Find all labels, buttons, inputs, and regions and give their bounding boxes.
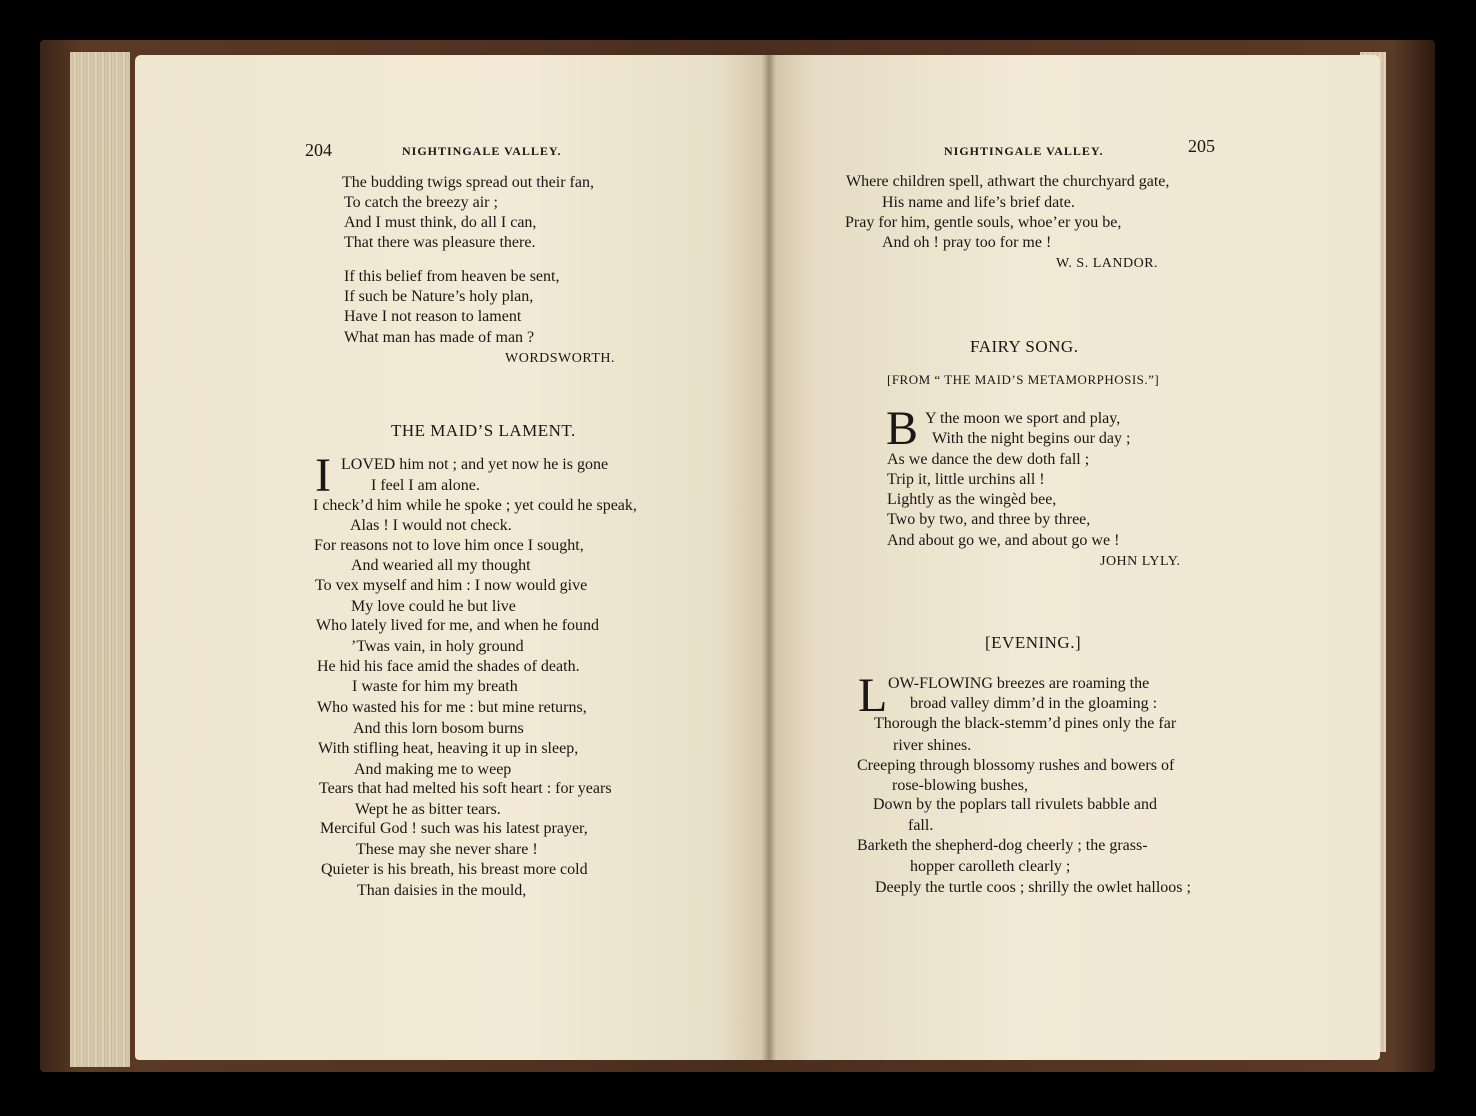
poem-title: FAIRY SONG. bbox=[970, 337, 1079, 356]
poem-line: Pray for him, gentle souls, whoe’er you be, bbox=[845, 214, 1122, 231]
poem-line: If such be Nature’s holy plan, bbox=[344, 288, 534, 305]
poem-line: Than daisies in the mould, bbox=[357, 882, 527, 899]
poem-line: Lightly as the wingèd bee, bbox=[887, 491, 1057, 508]
poem-line: Tears that had melted his soft heart : for years bbox=[319, 780, 612, 797]
poem-line: He hid his face amid the shades of death. bbox=[317, 658, 580, 675]
poem-title: [EVENING.] bbox=[985, 633, 1082, 652]
poem-author: W. S. LANDOR. bbox=[1056, 256, 1159, 271]
poem-line: What man has made of man ? bbox=[344, 329, 535, 346]
poem-line: Alas ! I would not check. bbox=[350, 517, 512, 534]
poem-line: That there was pleasure there. bbox=[344, 234, 536, 251]
poem-line: I waste for him my breath bbox=[352, 678, 518, 695]
poem-line: rose-blowing bushes, bbox=[892, 777, 1028, 794]
poem-line: I feel I am alone. bbox=[371, 477, 480, 494]
poem-line: Where children spell, athwart the churchyard gate, bbox=[846, 173, 1170, 190]
poem-title: THE MAID’S LAMENT. bbox=[391, 421, 576, 440]
poem-line: I check’d him while he spoke ; yet could he speak, bbox=[313, 497, 637, 514]
poem-line: My love could he but live bbox=[351, 598, 516, 615]
poem-line: hopper carolleth clearly ; bbox=[910, 858, 1071, 875]
drop-cap: B bbox=[886, 402, 919, 455]
poem-line: Y the moon we sport and play, bbox=[925, 410, 1121, 427]
poem-line: Deeply the turtle coos ; shrilly the owlet halloos ; bbox=[875, 879, 1191, 896]
right-page bbox=[770, 55, 1380, 1060]
drop-cap: L bbox=[858, 669, 888, 722]
poem-line: fall. bbox=[908, 817, 934, 834]
poem-line: Creeping through blossomy rushes and bowers of bbox=[857, 757, 1175, 774]
left-running-head: NIGHTINGALE VALLEY. bbox=[402, 144, 562, 158]
poem-line: These may she never share ! bbox=[356, 841, 538, 858]
poem-line: Barketh the shepherd-dog cheerly ; the grass- bbox=[857, 837, 1148, 854]
poem-line: Have I not reason to lament bbox=[344, 308, 522, 325]
poem-line: For reasons not to love him once I sought, bbox=[314, 537, 584, 554]
poem-line: Who wasted his for me : but mine returns, bbox=[317, 699, 587, 716]
poem-line: And oh ! pray too for me ! bbox=[882, 234, 1052, 251]
poem-line: And I must think, do all I can, bbox=[344, 214, 537, 231]
drop-cap: I bbox=[315, 449, 331, 502]
poem-line: Two by two, and three by three, bbox=[887, 511, 1091, 528]
poem-line: And wearied all my thought bbox=[351, 557, 531, 574]
poem-line: And this lorn bosom burns bbox=[353, 720, 524, 737]
right-page-number: 205 bbox=[1188, 136, 1215, 156]
poem-line: LOVED him not ; and yet now he is gone bbox=[341, 456, 609, 473]
poem-line: As we dance the dew doth fall ; bbox=[887, 451, 1090, 468]
poem-author: WORDSWORTH. bbox=[505, 351, 616, 366]
poem-line: To vex myself and him : I now would give bbox=[315, 577, 588, 594]
poem-line: With the night begins our day ; bbox=[932, 430, 1131, 447]
book-gutter bbox=[762, 50, 776, 1062]
poem-line: The budding twigs spread out their fan, bbox=[342, 174, 594, 191]
poem-line: broad valley dimm’d in the gloaming : bbox=[910, 695, 1158, 712]
poem-line: Wept he as bitter tears. bbox=[355, 801, 501, 818]
poem-line: Thorough the black-stemm’d pines only the far bbox=[874, 715, 1177, 732]
poem-line: If this belief from heaven be sent, bbox=[344, 268, 560, 285]
poem-line: Who lately lived for me, and when he found bbox=[316, 617, 600, 634]
poem-line: ’Twas vain, in holy ground bbox=[351, 638, 524, 655]
poem-line: Down by the poplars tall rivulets babble and bbox=[873, 796, 1157, 813]
poem-source: [FROM “ THE MAID’S METAMORPHOSIS.”] bbox=[887, 372, 1160, 387]
page-edges-left bbox=[70, 52, 130, 1067]
left-page-number: 204 bbox=[305, 140, 332, 160]
poem-author: JOHN LYLY. bbox=[1100, 554, 1181, 569]
poem-line: His name and life’s brief date. bbox=[882, 194, 1075, 211]
poem-line: Quieter is his breath, his breast more cold bbox=[321, 861, 588, 878]
right-running-head: NIGHTINGALE VALLEY. bbox=[944, 144, 1104, 158]
poem-line: river shines. bbox=[893, 737, 972, 754]
poem-line: With stifling heat, heaving it up in sleep, bbox=[318, 740, 579, 757]
poem-line: Trip it, little urchins all ! bbox=[887, 471, 1045, 488]
poem-line: OW-FLOWING breezes are roaming the bbox=[888, 675, 1150, 692]
poem-line: And about go we, and about go we ! bbox=[887, 532, 1120, 549]
poem-line: And making me to weep bbox=[354, 761, 512, 778]
poem-line: To catch the breezy air ; bbox=[344, 194, 498, 211]
poem-line: Merciful God ! such was his latest prayer, bbox=[320, 820, 588, 837]
